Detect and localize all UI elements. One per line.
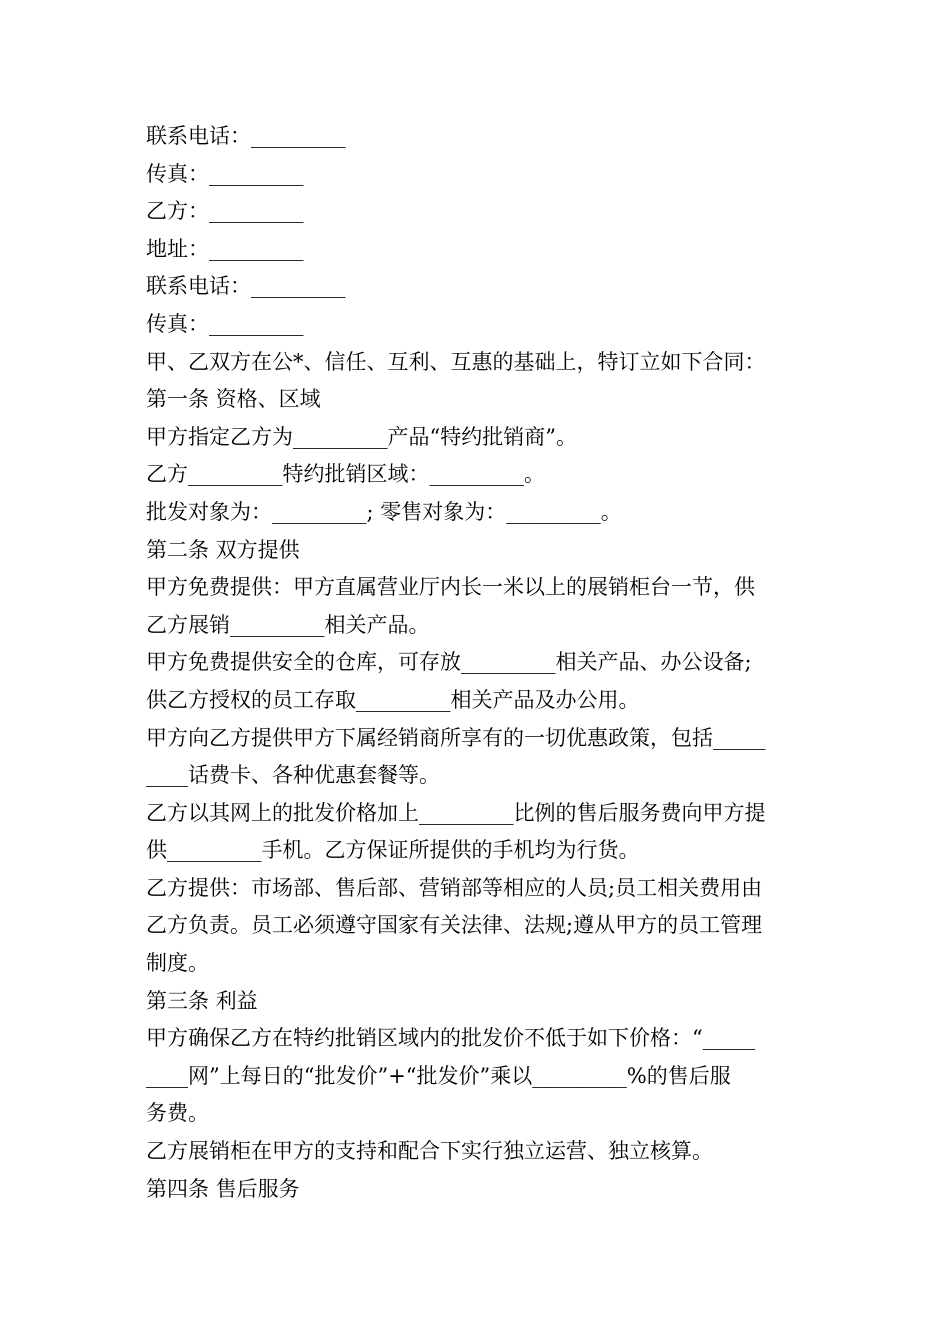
fax-line-1: 传真：_________: [146, 161, 304, 186]
article-2-paragraph-3-line-1: 甲方向乙方提供甲方下属经销商所享有的一切优惠政策，包括_____: [146, 725, 766, 750]
article-1-line-1: 甲方指定乙方为_________产品“特约批销商”。: [146, 424, 577, 449]
article-2-heading: 第二条 双方提供: [146, 537, 300, 562]
contact-phone-line-2: 联系电话：_________: [146, 274, 346, 299]
article-3-paragraph-2: 乙方展销柜在甲方的支持和配合下实行独立运营、独立核算。: [146, 1139, 713, 1164]
address-line: 地址：_________: [146, 236, 304, 261]
party-b-line: 乙方：_________: [146, 199, 304, 224]
article-2-paragraph-4-line-2: 供_________手机。乙方保证所提供的手机均为行货。: [146, 838, 640, 863]
document-body: [146, 118, 810, 1208]
article-2-paragraph-2-line-1: 甲方免费提供安全的仓库，可存放_________相关产品、办公设备;: [146, 650, 752, 675]
article-2-paragraph-5-line-3: 制度。: [146, 951, 209, 976]
article-3-paragraph-1-line-1: 甲方确保乙方在特约批销区域内的批发价不低于如下价格：“_____: [146, 1026, 756, 1051]
fax-line-2: 传真：_________: [146, 311, 304, 336]
contact-phone-line-1: 联系电话：_________: [146, 124, 346, 148]
article-1-heading: 第一条 资格、区域: [146, 387, 321, 412]
article-1-line-3: 批发对象为：_________; 零售对象为：_________。: [146, 499, 622, 524]
article-2-paragraph-5-line-2: 乙方负责。员工必须遵守国家有关法律、法规;遵从甲方的员工管理: [146, 913, 763, 938]
article-3-paragraph-1-line-2: ____网”上每日的“批发价”+“批发价”乘以_________%的售后服: [146, 1063, 731, 1088]
article-1-line-2: 乙方_________特约批销区域：_________。: [146, 462, 545, 487]
preamble-paragraph: 甲、乙双方在公*、信任、互利、互惠的基础上，特订立如下合同：: [146, 349, 766, 374]
article-2-paragraph-3-line-2: ____话费卡、各种优惠套餐等。: [146, 763, 440, 788]
article-2-paragraph-1-line-1: 甲方免费提供：甲方直属营业厅内长一米以上的展销柜台一节，供: [146, 575, 755, 600]
article-3-paragraph-1-line-3: 务费。: [146, 1101, 209, 1126]
article-2-paragraph-2-line-2: 供乙方授权的员工存取_________相关产品及办公用。: [146, 687, 640, 712]
article-2-paragraph-5-line-1: 乙方提供：市场部、售后部、营销部等相应的人员;员工相关费用由: [146, 875, 763, 900]
article-4-heading: 第四条 售后服务: [146, 1176, 300, 1201]
article-3-heading: 第三条 利益: [146, 988, 258, 1013]
article-2-paragraph-4-line-1: 乙方以其网上的批发价格加上_________比例的售后服务费向甲方提: [146, 800, 766, 825]
article-2-paragraph-1-line-2: 乙方展销_________相关产品。: [146, 612, 430, 637]
